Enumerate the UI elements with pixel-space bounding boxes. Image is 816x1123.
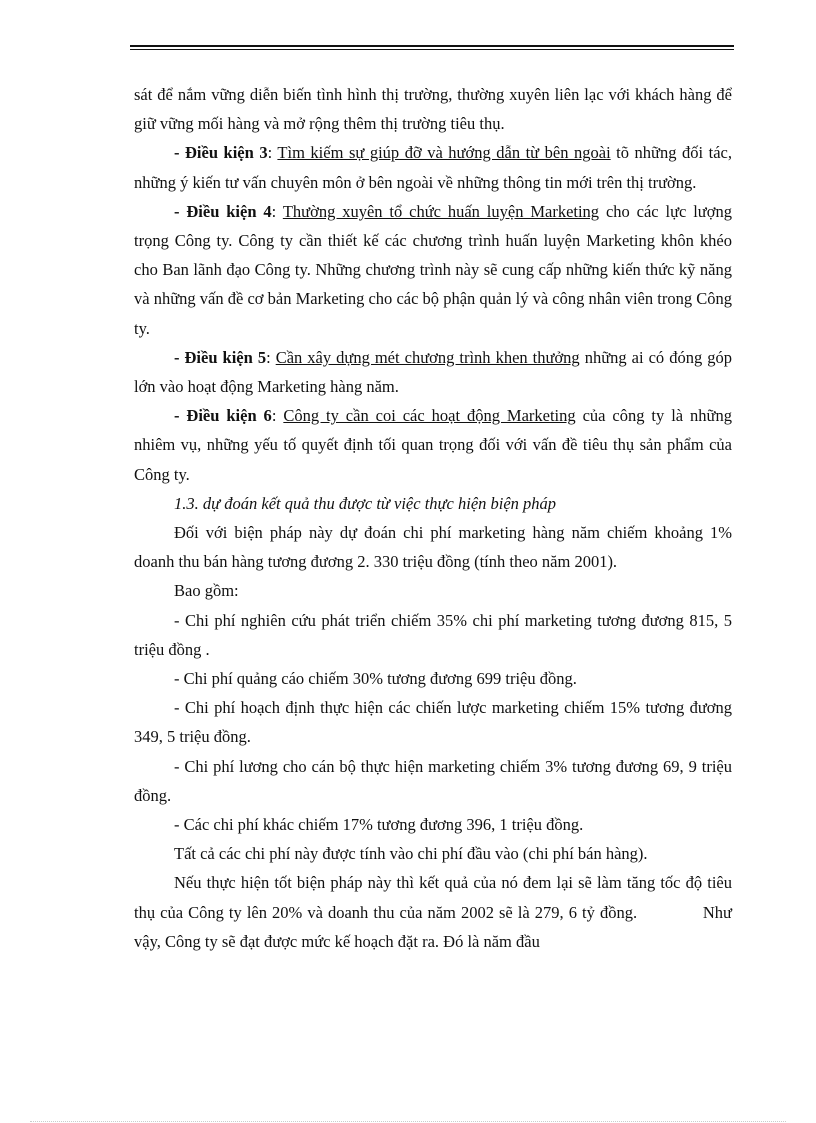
condition-4-text: cho các lực lượng trọng Công ty. Công ty cần thiết kế các chương trình huấn luyện Marketing khôn khéo cho Ban lãnh đạo Công ty. Những chương trình này sẽ cung cấp những kiến thức kỹ năng và những vấn đề cơ bản Marketing cho các bộ phận quản lý và công nhân viên trong Công ty. — [134, 201, 732, 338]
condition-3-separator: : — [267, 143, 278, 163]
list-item-advertising: - Chi phí quảng cáo chiếm 30% tương đương 699 triệu đồng. — [174, 669, 577, 689]
condition-3-text: tõ những đối tác, những ý kiến tư vấn chuyên môn ở bên ngoài về những thông tin mới trên thị trường. — [134, 143, 732, 192]
paragraph-condition-4 — [134, 197, 732, 343]
paragraph-result: Nếu thực hiện tốt biện pháp này thì kết quả của nó đem lại sẽ làm tăng tốc độ tiêu thụ của Công ty lên 20% và doanh thu của năm 2002 sẽ là 279, 6 tỷ đồng. Như vậy, Công ty sẽ đạt được mức kế hoạch đặt ra. Đó là năm đầu — [134, 873, 737, 951]
paragraph-includes: Bao gồm: — [174, 581, 239, 601]
list-item-other: - Các chi phí khác chiếm 17% tương đương 396, 1 triệu đồng. — [174, 815, 584, 835]
paragraph-condition-5 — [134, 343, 732, 401]
paragraph-condition-3 — [134, 138, 732, 196]
condition-6-text: của công ty là những nhiêm vụ, những yếu tố quyết định tối quan trọng đối với vấn đề tiêu thụ sản phẩm của Công ty. — [134, 406, 732, 484]
condition-5-text: những ai có đóng góp lớn vào hoạt động Marketing hàng năm. — [134, 347, 732, 397]
page-body — [134, 80, 737, 956]
section-heading: 1.3. dự đoán kết quả thu được từ việc thực hiện biện pháp — [174, 493, 557, 513]
condition-6-separator: : — [271, 406, 284, 426]
header-rule-thin — [130, 49, 734, 50]
condition-4-label: - Điều kiện 4 — [174, 201, 272, 221]
paragraph-condition-6 — [134, 401, 732, 489]
header-rule-thick — [130, 45, 734, 47]
condition-5-underlined: Cần xây dựng mét chương trình khen thưởng — [275, 347, 580, 367]
paragraph-cost-estimate: Đối với biện pháp này dự đoán chi phí marketing hàng năm chiếm khoảng 1% doanh thu bán hàng tương đương 2. 330 triệu đồng (tính theo năm 2001). — [134, 523, 732, 572]
condition-5-separator: : — [266, 347, 276, 367]
paragraph-continuation: sát để nắm vững diễn biến tình hình thị trường, thường xuyên liên lạc với khách hàng để giữ vững mối hàng và mở rộng thêm thị trường tiêu thụ. — [134, 85, 732, 134]
condition-3-label: - Điều kiện 3 — [174, 143, 268, 163]
condition-6-label: - Điều kiện 6 — [174, 406, 272, 426]
condition-5-label: - Điều kiện 5 — [174, 347, 267, 367]
condition-4-underlined: Thường xuyên tổ chức huấn luyện Marketing — [282, 201, 600, 221]
list-item-research: - Chi phí nghiên cứu phát triển chiếm 35% chi phí marketing tương đương 815, 5 triệu đồng . — [134, 610, 732, 659]
list-item-salary: - Chi phí lương cho cán bộ thực hiện marketing chiếm 3% tương đương 69, 9 triệu đồng. — [134, 756, 732, 805]
list-item-planning: - Chi phí hoạch định thực hiện các chiến lược marketing chiếm 15% tương đương 349, 5 triệu đồng. — [134, 698, 732, 747]
page-bottom-edge — [30, 1121, 786, 1122]
paragraph-cost-accounting: Tất cả các chi phí này được tính vào chi phí đầu vào (chi phí bán hàng). — [174, 844, 648, 864]
condition-3-underlined: Tìm kiếm sự giúp đỡ và hướng dẫn từ bên ngoài — [277, 143, 611, 163]
condition-6-underlined: Công ty cần coi các hoạt động Marketing — [283, 406, 576, 426]
condition-4-separator: : — [271, 201, 283, 221]
